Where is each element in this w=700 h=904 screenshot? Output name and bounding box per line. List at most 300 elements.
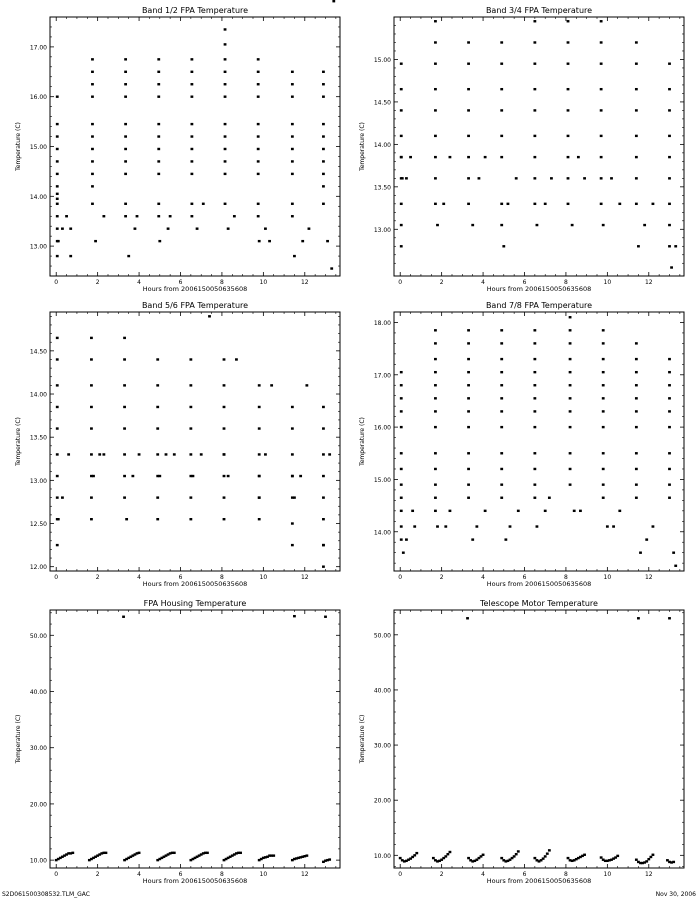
band78-data-point: [569, 483, 572, 485]
band12-data-point: [190, 173, 193, 175]
band34-data-point: [500, 135, 503, 137]
telescopemotor-data-point: [446, 853, 449, 855]
band12-data-point: [322, 203, 325, 205]
band12-data-point: [56, 173, 59, 175]
band78-data-point: [500, 483, 503, 485]
band34-data-point: [668, 224, 671, 226]
band78-data-point: [467, 397, 470, 399]
band34-data-point: [467, 41, 470, 43]
band56-data-point: [208, 315, 211, 317]
band34-data-point: [400, 109, 403, 111]
band78-data-point: [467, 371, 470, 373]
telescopemotor-data-point: [544, 855, 547, 857]
band12-data-point: [224, 71, 227, 73]
band56-data-point: [123, 496, 126, 498]
band12-data-point: [224, 203, 227, 205]
band78-data-point: [635, 342, 638, 344]
band34-data-point: [533, 41, 536, 43]
band34-data-point: [434, 177, 437, 179]
band78-data-point: [533, 468, 536, 470]
band12-data-point: [224, 135, 227, 137]
band12-data-point: [91, 135, 94, 137]
band56-data-point: [258, 427, 261, 429]
band34-data-point: [635, 41, 638, 43]
band34-x-tick-label: 8: [564, 279, 568, 286]
band78-data-point: [573, 510, 576, 512]
band12-data-point: [291, 135, 294, 137]
band56-data-point: [90, 337, 93, 339]
band34-plot-frame: [394, 17, 684, 276]
band78-data-point: [467, 329, 470, 331]
fpahousing-x-tick-label: 4: [137, 871, 141, 878]
telescopemotor-data-point: [635, 859, 638, 861]
telescopemotor-panel: [359, 599, 684, 885]
band12-data-point: [322, 173, 325, 175]
telescopemotor-x-tick-label: 0: [398, 871, 403, 878]
band34-data-point: [583, 177, 586, 179]
band12-data-point: [257, 58, 260, 60]
band34-data-point: [507, 203, 510, 205]
band78-data-point: [602, 397, 605, 399]
band78-data-point: [533, 384, 536, 386]
band56-data-point: [61, 496, 64, 498]
band56-data-point: [189, 358, 192, 360]
band56-data-point: [156, 427, 159, 429]
band12-y-axis-label: Temperature (C): [15, 122, 22, 171]
band78-data-point: [668, 384, 671, 386]
band12-data-point: [322, 71, 325, 73]
band56-data-point: [291, 475, 294, 477]
band34-y-tick-label: 14.00: [373, 141, 391, 149]
band78-data-point: [645, 538, 648, 540]
band56-data-point: [322, 475, 325, 477]
band56-data-point: [57, 518, 60, 520]
band56-data-point: [264, 453, 267, 455]
band12-data-point: [257, 123, 260, 125]
band12-x-tick-label: 12: [300, 279, 309, 286]
band12-x-tick-label: 8: [220, 279, 224, 286]
band12-data-point: [257, 173, 260, 175]
band12-data-point: [291, 160, 294, 162]
band78-data-point: [533, 452, 536, 454]
band34-data-point: [567, 20, 570, 22]
telescopemotor-data-point: [449, 851, 452, 853]
band12-data-point: [291, 148, 294, 150]
band78-x-tick-label: 0: [398, 574, 403, 581]
band34-data-point: [550, 177, 553, 179]
band12-data-point: [190, 215, 193, 217]
band34-data-point: [637, 245, 640, 247]
band12-data-point: [291, 173, 294, 175]
band12-data-point: [56, 160, 59, 162]
band34-y-tick-label: 13.50: [373, 184, 391, 192]
telescopemotor-data-point: [415, 852, 418, 854]
band12-data-point: [224, 173, 227, 175]
band34-data-point: [610, 177, 613, 179]
band56-data-point: [189, 427, 192, 429]
telescopemotor-x-axis-label: Hours from 2006150050635608: [486, 877, 592, 885]
band78-data-point: [500, 397, 503, 399]
band78-data-point: [635, 358, 638, 360]
band34-data-point: [442, 203, 445, 205]
band12-title: Band 1/2 FPA Temperature: [141, 6, 249, 15]
band12-data-point: [322, 148, 325, 150]
telescopemotor-data-point: [668, 617, 671, 619]
fpahousing-data-point: [293, 615, 296, 617]
band78-data-point: [635, 410, 638, 412]
band34-data-point: [533, 177, 536, 179]
band78-data-point: [569, 468, 572, 470]
band12-data-point: [258, 240, 261, 242]
telescopemotor-data-point: [546, 852, 549, 854]
band56-data-point: [223, 427, 226, 429]
band56-data-point: [189, 453, 192, 455]
band56-data-point: [299, 475, 302, 477]
band34-x-tick-label: 6: [522, 279, 527, 286]
band12-data-point: [124, 203, 127, 205]
band78-data-point: [569, 342, 572, 344]
band12-data-point: [102, 215, 105, 217]
band56-y-tick-label: 12.50: [29, 521, 47, 529]
band34-data-point: [405, 177, 408, 179]
band78-data-point: [602, 371, 605, 373]
band78-y-tick-label: 18.00: [373, 319, 391, 327]
band34-data-point: [400, 88, 403, 90]
band12-data-point: [157, 58, 160, 60]
band78-data-point: [500, 329, 503, 331]
band56-y-tick-label: 14.00: [29, 391, 47, 399]
band78-data-point: [400, 371, 403, 373]
fpahousing-y-tick-label: 30.00: [29, 745, 47, 753]
band56-data-point: [123, 358, 126, 360]
band12-plot-frame: [50, 17, 340, 276]
band34-data-point: [500, 156, 503, 158]
band78-x-tick-label: 12: [644, 574, 653, 581]
telescopemotor-data-point: [515, 853, 518, 855]
band78-data-point: [500, 342, 503, 344]
band78-data-point: [533, 410, 536, 412]
band12-data-point: [264, 227, 267, 229]
band56-data-point: [90, 358, 93, 360]
band12-data-point: [190, 203, 193, 205]
band78-panel: [359, 301, 684, 588]
band34-data-point: [635, 109, 638, 111]
fpahousing-y-axis-label: Temperature (C): [15, 714, 22, 764]
band34-x-tick-label: 10: [603, 279, 612, 286]
band78-data-point: [500, 358, 503, 360]
band78-data-point: [639, 551, 642, 553]
band34-x-tick-label: 12: [644, 279, 653, 286]
band78-data-point: [668, 410, 671, 412]
band78-data-point: [668, 358, 671, 360]
telescopemotor-x-tick-label: 2: [439, 871, 444, 878]
band34-data-point: [401, 177, 404, 179]
band12-data-point: [196, 227, 199, 229]
band78-data-point: [467, 452, 470, 454]
band56-data-point: [173, 453, 176, 455]
band78-data-point: [544, 510, 547, 512]
band34-data-point: [409, 156, 412, 158]
band78-data-point: [569, 316, 572, 318]
band12-data-point: [56, 203, 59, 205]
band34-data-point: [567, 41, 570, 43]
band56-data-point: [56, 406, 59, 408]
band34-data-point: [434, 156, 437, 158]
band78-data-point: [434, 342, 437, 344]
fpahousing-data-point: [305, 854, 308, 856]
band12-data-point: [257, 135, 260, 137]
telescopemotor-data-point: [399, 857, 402, 859]
fpahousing-x-tick-label: 8: [220, 871, 224, 878]
band12-data-point: [322, 123, 325, 125]
band56-data-point: [322, 544, 325, 546]
band56-data-point: [90, 384, 93, 386]
band12-data-point: [257, 203, 260, 205]
band56-data-point: [227, 475, 230, 477]
band56-data-point: [131, 475, 134, 477]
band78-data-point: [400, 452, 403, 454]
band12-data-point: [190, 95, 193, 97]
band78-data-point: [533, 483, 536, 485]
band12-data-point: [124, 123, 127, 125]
band34-data-point: [500, 63, 503, 65]
band34-data-point: [668, 88, 671, 90]
band56-data-point: [90, 496, 93, 498]
band78-data-point: [569, 426, 572, 428]
band78-data-point: [668, 468, 671, 470]
band12-data-point: [224, 43, 227, 45]
band56-x-tick-label: 12: [300, 574, 309, 581]
band78-data-point: [500, 468, 503, 470]
band56-data-point: [305, 384, 308, 386]
band78-data-point: [467, 410, 470, 412]
band34-data-point: [668, 177, 671, 179]
band78-data-point: [484, 510, 487, 512]
band12-data-point: [124, 148, 127, 150]
band78-data-point: [668, 397, 671, 399]
band78-data-point: [500, 497, 503, 499]
band34-data-point: [600, 135, 603, 137]
band34-data-point: [471, 224, 474, 226]
band34-data-point: [635, 156, 638, 158]
band78-data-point: [400, 397, 403, 399]
band12-y-tick-label: 17.00: [29, 44, 47, 52]
telescopemotor-data-point: [645, 860, 648, 862]
band78-data-point: [674, 565, 677, 567]
fpahousing-y-tick-label: 50.00: [29, 632, 47, 640]
band78-data-point: [548, 497, 551, 499]
band34-data-point: [668, 245, 671, 247]
band34-data-point: [484, 156, 487, 158]
band12-data-point: [56, 215, 59, 217]
band12-data-point: [322, 160, 325, 162]
band12-data-point: [157, 173, 160, 175]
fpahousing-x-axis-label: Hours from 2006150050635608: [142, 877, 248, 885]
band78-x-tick-label: 6: [522, 574, 527, 581]
band78-data-point: [467, 358, 470, 360]
band34-data-point: [652, 203, 655, 205]
telescopemotor-y-tick-label: 30.00: [373, 742, 391, 750]
telescopemotor-data-point: [513, 855, 516, 857]
band34-data-point: [434, 41, 437, 43]
band12-y-tick-label: 14.00: [29, 193, 47, 201]
band78-plot-frame: [394, 312, 684, 571]
band78-data-point: [517, 510, 520, 512]
band56-data-point: [293, 496, 296, 498]
band12-data-point: [291, 123, 294, 125]
band12-data-point: [224, 160, 227, 162]
band12-data-point: [322, 95, 325, 97]
band56-data-point: [102, 453, 105, 455]
band12-data-point: [233, 215, 236, 217]
band56-data-point: [56, 475, 59, 477]
band34-data-point: [467, 135, 470, 137]
band56-data-point: [189, 496, 192, 498]
band56-data-point: [123, 337, 126, 339]
band56-data-point: [156, 406, 159, 408]
band12-data-point: [56, 123, 59, 125]
band78-data-point: [434, 410, 437, 412]
band56-data-point: [258, 384, 261, 386]
band78-data-point: [602, 410, 605, 412]
band78-data-point: [602, 497, 605, 499]
band78-x-tick-label: 10: [603, 574, 612, 581]
band56-data-point: [123, 427, 126, 429]
band78-data-point: [434, 426, 437, 428]
band34-data-point: [600, 109, 603, 111]
band78-data-point: [533, 397, 536, 399]
band34-data-point: [635, 177, 638, 179]
band12-data-point: [91, 123, 94, 125]
band34-y-tick-label: 13.00: [373, 226, 391, 234]
band78-data-point: [500, 410, 503, 412]
band78-data-point: [668, 426, 671, 428]
fpahousing-data-point: [324, 616, 327, 618]
band34-data-point: [500, 109, 503, 111]
telescopemotor-data-point: [616, 855, 619, 857]
fpahousing-x-tick-label: 6: [178, 871, 183, 878]
band56-x-tick-label: 2: [95, 574, 100, 581]
band78-data-point: [569, 397, 572, 399]
band34-data-point: [567, 88, 570, 90]
band12-data-point: [134, 227, 137, 229]
band56-data-point: [98, 453, 101, 455]
band56-data-point: [291, 544, 294, 546]
band78-data-point: [400, 410, 403, 412]
band12-data-point: [167, 227, 170, 229]
band34-data-point: [533, 109, 536, 111]
band78-data-point: [504, 538, 507, 540]
telescopemotor-x-tick-label: 12: [644, 871, 653, 878]
band34-data-point: [668, 135, 671, 137]
band34-data-point: [515, 177, 518, 179]
band12-data-point: [69, 255, 72, 257]
telescopemotor-data-point: [548, 849, 551, 851]
band34-data-point: [674, 245, 677, 247]
band34-data-point: [536, 224, 539, 226]
band12-data-point: [124, 95, 127, 97]
telescopemotor-data-point: [533, 857, 536, 859]
band34-data-point: [567, 156, 570, 158]
fpahousing-x-tick-label: 10: [259, 871, 268, 878]
band12-data-point: [157, 148, 160, 150]
band34-data-point: [577, 156, 580, 158]
band12-data-point: [330, 267, 333, 269]
telescopemotor-data-point: [649, 856, 652, 858]
band78-data-point: [618, 510, 621, 512]
band78-data-point: [533, 497, 536, 499]
band56-data-point: [291, 406, 294, 408]
band56-panel: [15, 0, 340, 588]
band78-data-point: [434, 329, 437, 331]
band56-data-point: [56, 496, 59, 498]
band56-y-axis-label: Temperature (C): [15, 417, 22, 466]
band78-data-point: [533, 371, 536, 373]
band12-data-point: [157, 135, 160, 137]
band78-data-point: [400, 497, 403, 499]
band56-data-point: [158, 475, 161, 477]
band56-data-point: [125, 518, 128, 520]
band56-data-point: [258, 518, 261, 520]
band12-data-point: [56, 255, 59, 257]
band78-data-point: [602, 426, 605, 428]
band12-x-tick-label: 6: [178, 279, 183, 286]
band56-data-point: [270, 384, 273, 386]
band56-data-point: [328, 453, 331, 455]
band34-data-point: [436, 224, 439, 226]
band78-data-point: [400, 510, 403, 512]
band34-data-point: [635, 203, 638, 205]
band78-data-point: [668, 452, 671, 454]
band78-x-tick-label: 8: [564, 574, 568, 581]
band12-x-tick-label: 10: [259, 279, 268, 286]
band78-x-tick-label: 4: [481, 574, 485, 581]
band12-data-point: [157, 123, 160, 125]
band12-data-point: [157, 203, 160, 205]
band34-x-tick-label: 2: [439, 279, 444, 286]
band12-data-point: [56, 193, 59, 195]
band78-data-point: [668, 371, 671, 373]
band34-data-point: [567, 135, 570, 137]
band56-data-point: [156, 496, 159, 498]
band12-data-point: [291, 95, 294, 97]
band78-data-point: [467, 483, 470, 485]
telescopemotor-y-axis-label: Temperature (C): [359, 714, 366, 764]
band12-data-point: [136, 215, 139, 217]
band34-data-point: [600, 177, 603, 179]
telescopemotor-data-point: [637, 617, 640, 619]
band12-data-point: [322, 83, 325, 85]
telescopemotor-data-point: [652, 854, 655, 856]
band34-data-point: [400, 224, 403, 226]
band34-data-point: [400, 156, 403, 158]
band78-data-point: [569, 384, 572, 386]
band12-data-point: [124, 173, 127, 175]
band12-data-point: [127, 255, 130, 257]
band56-x-tick-label: 8: [220, 574, 224, 581]
band56-data-point: [56, 453, 59, 455]
fpahousing-y-tick-label: 40.00: [29, 689, 47, 697]
band78-data-point: [533, 426, 536, 428]
band56-data-point: [56, 358, 59, 360]
band78-y-tick-label: 17.00: [373, 372, 391, 380]
band34-data-point: [533, 88, 536, 90]
band12-data-point: [190, 83, 193, 85]
telescopemotor-data-point: [467, 857, 470, 859]
band56-data-point: [123, 475, 126, 477]
band56-data-point: [156, 453, 159, 455]
band56-data-point: [189, 384, 192, 386]
